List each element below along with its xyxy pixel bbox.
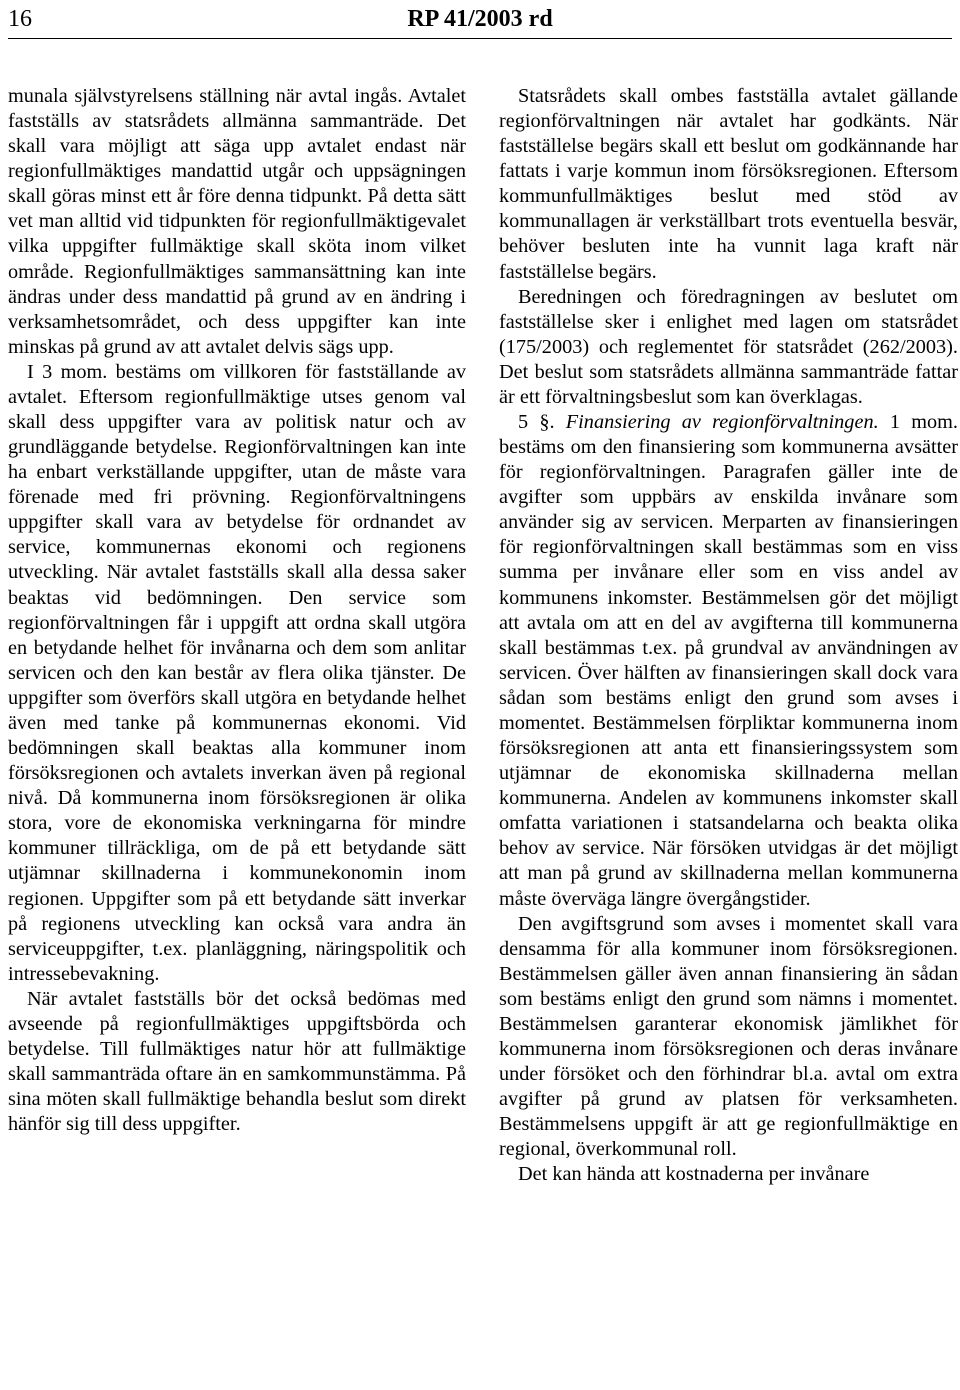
right-paragraph-4: Den avgiftsgrund som avses i momentet skall vara densamma för alla kommuner inom försöksregionen. Bestämmelsen gäller även annan finansiering än sådan som bestäms enligt den grund som nämns i momentet. Bestämmelsen garanterar ekonomisk jämlikhet för kommunerna inom försöksregionen och deras invånare under försöket och den förhindrar bl.a. avtal om extra avgifter på grund av platsen för verksamheten. Bestämmelsens uppgift är att ge regionfullmäktige en regional, överkommunal roll.	[499, 912, 958, 1161]
document-id: RP 41/2003 rd	[407, 6, 553, 32]
left-paragraph-2: I 3 mom. bestäms om villkoren för fastställande av avtalet. Eftersom regionfullmäktige utses genom val skall dess uppgifter vara av politisk natur och av grundläggande betydelse. Regionförvaltningen kan inte ha enbart verkställande uppgifter, utan de måste vara förenade med fri prövning. Regionförvaltningens uppgifter skall vara av betydelse för ordnandet av service, kommunernas ekonomi och regionens utveckling. När avtalet fastställs skall alla dessa saker beaktas vid bedömningen. Den service som regionförvaltningen får i uppgift att ordna skall utgöra en betydande helhet för invånarna och dem som anlitar servicen och den kan består av flera olika tjänster. De uppgifter som överförs skall utgöra en betydande helhet även med tanke på kommunernas ekonomi. Vid bedömningen skall beaktas alla kommuner inom försöksregionen och avtalets inverkan även på regional nivå. Då kommunerna inom försöksregionen är olika stora, vore de ekonomiska verkningarna för mindre kommuner tillräckliga, om de på ett betydande sätt utjämnar skillnaderna i kommunekonomin inom regionen. Uppgifter som på ett betydande sätt inverkar på regionens utveckling kan också vara andra än serviceuppgifter, t.ex. planläggning, näringspolitik och intressebevakning.	[8, 360, 466, 985]
section-body: 1 mom. bestäms om den finansiering som kommunerna avsätter för regionförvaltningen. Paragrafen gäller inte de avgifter som uppbärs av enskilda invånare som använder sig av servicen. Merparten av finansieringen för regionförvaltningen skall bestämmas som en viss summa per invånare eller som en viss andel av kommunens inkomster. Bestämmelsen gör det möjligt att avtala om att en del av avgifterna till kommunerna skall bestämmas t.ex. på grundval av användningen av servicen. Över hälften av finansieringen skall dock vara sådan som bestäms enligt den grund som avses i momentet. Bestämmelsen förpliktar kommunerna inom försöksregionen att anta ett finansieringssystem som utjämnar de ekonomiska skillnaderna mellan kommunerna. Andelen av kommunens inkomster skall omfatta variationen i statsandelarna och beakta olika behov av service. När försöken utvidgas är det möjligt att man på grund av skillnaderna mellan kommunerna måste överväga längre övergångstider.	[499, 411, 958, 910]
section-heading: Finansiering av regionförvaltningen.	[565, 411, 879, 434]
right-paragraph-1: Statsrådets skall ombes fastställa avtalet gällande regionförvaltningen när avtalet har godkänts. När fastställelse begärs skall ett beslut om godkännande har fattats i varje kommun inom försöksregionen. Eftersom kommunfullmäktiges beslut med stöd av kommunallagen är verkställbart trots eventuella besvär, behöver besluten inte ha vunnit laga kraft när fastställelse begärs.	[499, 85, 958, 283]
left-paragraph-3: När avtalet fastställs bör det också bedömas med avseende på regionfullmäktiges uppgiftsbörda och betydelse. Till fullmäktiges natur hör att fullmäktige skall sammanträda oftare än en samkommunstämma. På sina möten skall fullmäktige behandla beslut som direkt hänför sig till dess uppgifter.	[8, 987, 466, 1136]
right-paragraph-5: Det kan hända att kostnaderna per invånare	[518, 1163, 870, 1186]
right-paragraph-3	[499, 410, 958, 912]
left-column	[8, 84, 466, 1137]
page-number: 16	[8, 6, 32, 32]
page-header	[8, 4, 952, 40]
right-column	[499, 84, 958, 1187]
header-rule	[8, 38, 952, 39]
section-number: 5 §.	[518, 411, 555, 434]
right-paragraph-2: Beredningen och föredragningen av beslutet om fastställelse sker i enlighet med lagen om statsrådet (175/2003) och reglementet för statsrådet (262/2003). Det beslut som statsrådets allmänna sammanträde fattar är ett förvaltningsbeslut som kan överklagas.	[499, 285, 958, 408]
left-paragraph-1: munala självstyrelsens ställning när avtal ingås. Avtalet fastställs av statsrådets allmänna sammanträde. Det skall vara möjligt att säga upp avtalet endast när regionfullmäktiges mandattid utgår och uppsägningen skall göras minst ett år före denna tidpunkt. På detta sätt vet man alltid vid tidpunkten för regionfullmäktigevalet vilka uppgifter fullmäktige skall sköta inom vilket område. Regionfullmäktiges sammansättning kan inte ändras under dess mandattid på grund av en ändring i verksamhetsområdet, och dess uppgifter kan inte minskas på grund av att avtalet delvis sägs upp.	[8, 85, 466, 358]
